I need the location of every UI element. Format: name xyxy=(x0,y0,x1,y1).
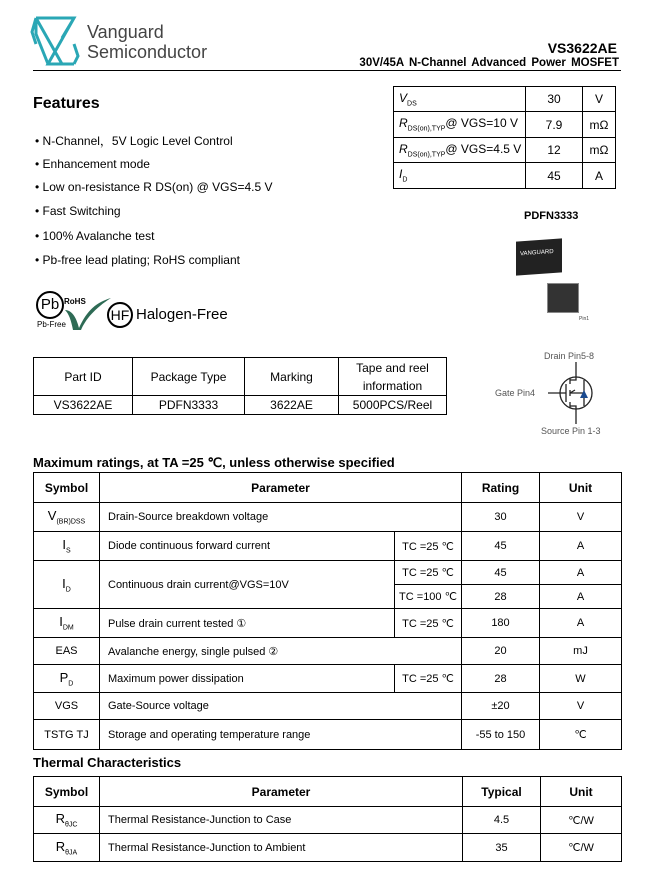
table-row: $V_{DS}$ 30 V xyxy=(394,87,616,112)
source-label: Source Pin 1-3 xyxy=(541,426,601,436)
table-row: EAS Avalanche energy, single pulsed ② 20 mJ xyxy=(34,638,622,665)
table-row: Part ID Package Type Marking Tape and reel information xyxy=(34,358,447,396)
feature-item: • Fast Switching xyxy=(35,204,121,218)
max-ratings-table xyxy=(33,472,622,750)
chip-top-image: VANGUARD xyxy=(516,238,562,275)
table-row: TSTG TJ Storage and operating temperature range -55 to 150 ℃ xyxy=(34,720,622,750)
rohs-check-icon xyxy=(63,296,113,332)
pb-free-icon: Pb xyxy=(36,291,64,319)
table-row: VS3622AE PDFN3333 3622AE 5000PCS/Reel xyxy=(34,396,447,415)
feature-item: • Pb-free lead plating; RoHS compliant xyxy=(35,253,240,267)
halogen-free-icon: HF xyxy=(107,302,133,328)
table-row: $R_{\theta JA}$ Thermal Resistance-Junction to Ambient 35 ℃/W xyxy=(34,834,622,862)
key-specs-table xyxy=(393,86,616,189)
features-title: Features xyxy=(33,95,100,112)
table-row: TC =100 ℃ 28 A xyxy=(34,585,622,609)
part-number: VS3622AE xyxy=(547,40,617,56)
feature-item: • N-Channel，5V Logic Level Control xyxy=(35,134,233,148)
halogen-free-label: Halogen-Free xyxy=(136,306,228,323)
table-row: $I_{DM}$ Pulse drain current tested ① TC =25 ℃ 180 A xyxy=(34,609,622,638)
feature-item: • Low on-resistance R DS(on) @ VGS=4.5 V xyxy=(35,180,273,194)
subtitle: 30V/45A N-Channel Advanced Power MOSFET xyxy=(359,57,619,69)
feature-item: • Enhancement mode xyxy=(35,157,150,171)
vanguard-logo xyxy=(30,14,80,68)
pb-free-label: Pb-Free xyxy=(37,320,66,329)
thermal-table xyxy=(33,776,622,862)
table-row: $R_{DS(on),TYP}@$ VGS=10 V 7.9 mΩ xyxy=(394,112,616,138)
thermal-title: Thermal Characteristics xyxy=(33,755,182,770)
chip-bottom-image xyxy=(547,283,579,313)
table-row: $I_S$ Diode continuous forward current TC =25 ℃ 45 A xyxy=(34,532,622,561)
ordering-table xyxy=(33,357,447,415)
package-name: PDFN3333 xyxy=(524,210,579,222)
header-divider xyxy=(33,70,621,71)
company-line1: Vanguard xyxy=(87,22,164,42)
table-row: $R_{DS(on),TYP}@$ VGS=4.5 V 12 mΩ xyxy=(394,138,616,163)
table-header-row: Symbol Parameter Typical Unit xyxy=(34,777,622,807)
max-ratings-title: Maximum ratings, at TA =25 ℃, unless otherwise specified xyxy=(33,455,395,470)
table-row: $I_D$ 45 A xyxy=(394,163,616,189)
mosfet-symbol-icon xyxy=(548,362,608,424)
company-name xyxy=(87,22,207,62)
table-row: $P_D$ Maximum power dissipation TC =25 ℃ 28 W xyxy=(34,665,622,693)
table-row: $R_{\theta JC}$ Thermal Resistance-Junction to Case 4.5 ℃/W xyxy=(34,807,622,834)
table-header-row: Symbol Parameter Rating Unit xyxy=(34,473,622,503)
table-row: $I_D$ Continuous drain current@VGS=10V TC =25 ℃ 45 A xyxy=(34,561,622,585)
feature-item: • 100% Avalanche test xyxy=(35,229,155,243)
gate-label: Gate Pin4 xyxy=(495,388,536,398)
company-line2: Semiconductor xyxy=(87,42,208,62)
pin1-label: Pin1 xyxy=(579,316,590,322)
rohs-label: RoHS xyxy=(64,297,86,306)
table-row: VGS Gate-Source voltage ±20 V xyxy=(34,693,622,720)
table-row: $V_{(BR)DSS}$ Drain-Source breakdown voltage 30 V xyxy=(34,503,622,532)
drain-label: Drain Pin5-8 xyxy=(544,351,595,361)
